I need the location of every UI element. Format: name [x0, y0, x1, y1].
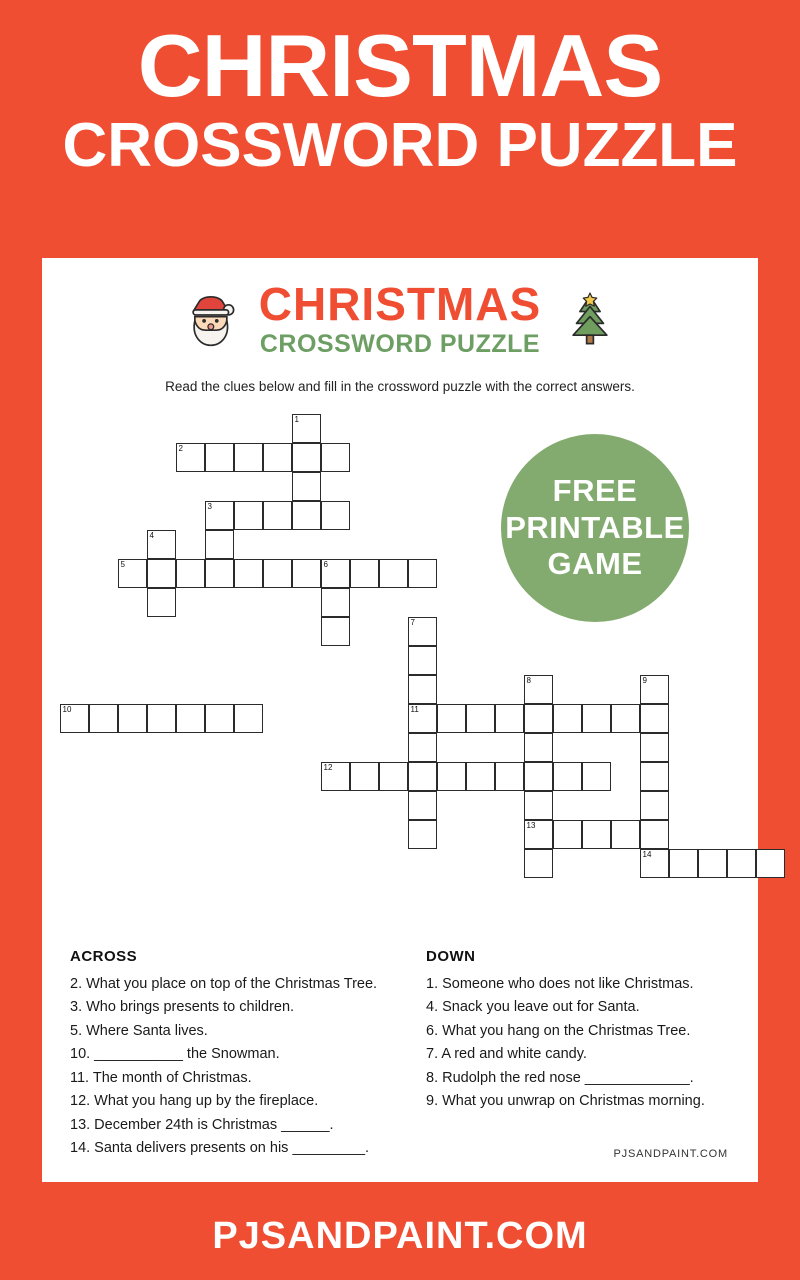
crossword-cell[interactable] [379, 762, 408, 791]
crossword-cell[interactable] [524, 762, 553, 791]
crossword-cell[interactable] [698, 849, 727, 878]
crossword-cell[interactable] [640, 762, 669, 791]
crossword-cell[interactable] [321, 501, 350, 530]
crossword-cell[interactable] [234, 704, 263, 733]
crossword-cell[interactable] [321, 617, 350, 646]
cell-number: 7 [410, 618, 415, 628]
across-clue-item: 14. Santa delivers presents on his _________. [70, 1140, 370, 1157]
down-heading: DOWN [426, 948, 476, 965]
crossword-cell-numbered[interactable] [640, 849, 669, 878]
crossword-cell[interactable] [176, 704, 205, 733]
crossword-cell-numbered[interactable] [640, 675, 669, 704]
worksheet-title: CHRISTMAS [258, 278, 542, 330]
crossword-cell[interactable] [553, 762, 582, 791]
crossword-cell[interactable] [582, 820, 611, 849]
cell-number: 8 [526, 676, 531, 686]
crossword-cell-numbered[interactable] [321, 762, 350, 791]
crossword-cell[interactable] [350, 559, 379, 588]
worksheet-sheet [42, 258, 758, 1182]
crossword-cell[interactable] [205, 559, 234, 588]
crossword-cell[interactable] [408, 762, 437, 791]
crossword-cell-numbered[interactable] [408, 704, 437, 733]
crossword-cell-numbered[interactable] [292, 414, 321, 443]
across-clue-item: 13. December 24th is Christmas ______. [70, 1116, 334, 1133]
cell-number: 9 [642, 676, 647, 686]
worksheet-subtitle: CROSSWORD PUZZLE [259, 330, 541, 359]
crossword-cell[interactable] [524, 791, 553, 820]
crossword-cell[interactable] [147, 704, 176, 733]
crossword-cell-numbered[interactable] [321, 559, 350, 588]
crossword-cell[interactable] [321, 588, 350, 617]
footer-website: PJSANDPAINT.COM [212, 1215, 588, 1257]
down-clue-item: 1. Someone who does not like Christmas. [426, 976, 694, 992]
cell-number: 13 [526, 821, 536, 831]
across-clue-item: 3. Who brings presents to children. [70, 999, 295, 1016]
crossword-cell[interactable] [408, 675, 437, 704]
crossword-cell[interactable] [437, 762, 466, 791]
santa-face-icon [183, 290, 237, 350]
cell-number: 12 [323, 763, 333, 773]
cell-number: 6 [323, 560, 328, 570]
crossword-cell[interactable] [147, 588, 176, 617]
crossword-cell[interactable] [640, 733, 669, 762]
worksheet-header [42, 258, 758, 359]
badge-line3: GAME [547, 546, 643, 582]
cell-number: 3 [207, 502, 212, 512]
banner-title-line2: CROSSWORD PUZZLE [62, 110, 738, 180]
cell-number: 4 [149, 531, 154, 541]
across-clue-item: 10. ___________ the Snowman. [70, 1046, 280, 1063]
free-printable-badge [495, 428, 695, 628]
crossword-cell[interactable] [292, 501, 321, 530]
crossword-cell[interactable] [408, 733, 437, 762]
banner-title-line1: CHRISTMAS [137, 16, 663, 115]
crossword-cell[interactable] [611, 704, 640, 733]
crossword-cell[interactable] [234, 443, 263, 472]
down-column [400, 948, 730, 1161]
crossword-cell[interactable] [408, 820, 437, 849]
crossword-cell-numbered[interactable] [60, 704, 89, 733]
christmas-tree-icon [563, 290, 617, 350]
crossword-cell[interactable] [408, 559, 437, 588]
crossword-cell-numbered[interactable] [176, 443, 205, 472]
crossword-cell[interactable] [292, 559, 321, 588]
crossword-cell-numbered[interactable] [205, 501, 234, 530]
down-clue-item: 9. What you unwrap on Christmas morning. [426, 1093, 705, 1110]
crossword-cell[interactable] [524, 733, 553, 762]
crossword-cell[interactable] [176, 559, 205, 588]
across-clue-item: 11. The month of Christmas. [70, 1069, 252, 1086]
cell-number: 14 [642, 850, 652, 860]
crossword-cell[interactable] [205, 530, 234, 559]
crossword-cell[interactable] [524, 849, 553, 878]
down-clue-item: 6. What you hang on the Christmas Tree. [426, 1022, 691, 1039]
crossword-cell[interactable] [553, 820, 582, 849]
page-banner [0, 0, 800, 180]
cell-number: 1 [294, 415, 299, 425]
crossword-cell[interactable] [640, 820, 669, 849]
instructions-text: Read the clues below and fill in the crossword puzzle with the correct answers. [165, 379, 635, 395]
crossword-cell[interactable] [495, 704, 524, 733]
across-column [70, 948, 400, 1161]
cell-number: 2 [178, 444, 183, 454]
badge-line1: FREE [552, 473, 638, 509]
crossword-cell[interactable] [640, 791, 669, 820]
crossword-cell[interactable] [263, 501, 292, 530]
across-heading: ACROSS [70, 948, 138, 965]
crossword-cell[interactable] [118, 704, 147, 733]
crossword-cell[interactable] [408, 791, 437, 820]
crossword-cell[interactable] [640, 704, 669, 733]
crossword-cell-numbered[interactable] [408, 617, 437, 646]
crossword-cell[interactable] [466, 762, 495, 791]
crossword-cell[interactable] [234, 559, 263, 588]
crossword-cell[interactable] [321, 443, 350, 472]
worksheet-title-block [259, 280, 541, 359]
across-clue-item: 12. What you hang up by the fireplace. [70, 1093, 319, 1110]
crossword-cell[interactable] [669, 849, 698, 878]
badge-line2: PRINTABLE [505, 509, 685, 545]
down-clue-item: 4. Snack you leave out for Santa. [426, 999, 640, 1016]
crossword-cell[interactable] [89, 704, 118, 733]
crossword-cell-numbered[interactable] [524, 820, 553, 849]
crossword-cell[interactable] [495, 762, 524, 791]
crossword-cell-numbered[interactable] [524, 675, 553, 704]
crossword-cell[interactable] [234, 501, 263, 530]
across-clue-item: 2. What you place on top of the Christmas Tree. [70, 976, 378, 992]
crossword-cell[interactable] [756, 849, 785, 878]
down-clue-item: 8. Rudolph the red nose _____________. [426, 1069, 694, 1086]
credit-text: PJSANDPAINT.COM [613, 1148, 728, 1160]
crossword-cell[interactable] [553, 704, 582, 733]
cell-number: 11 [410, 705, 419, 715]
crossword-cell[interactable] [292, 472, 321, 501]
across-clue-item: 5. Where Santa lives. [70, 1022, 208, 1039]
crossword-cell[interactable] [727, 849, 756, 878]
crossword-cell[interactable] [524, 704, 553, 733]
down-clue-item: 7. A red and white candy. [426, 1046, 587, 1063]
crossword-cell[interactable] [466, 704, 495, 733]
clues-section [42, 948, 758, 1161]
crossword-cell[interactable] [292, 443, 321, 472]
crossword-cell[interactable] [263, 559, 292, 588]
crossword-cell[interactable] [582, 762, 611, 791]
crossword-cell[interactable] [205, 704, 234, 733]
crossword-cell[interactable] [350, 762, 379, 791]
crossword-cell[interactable] [263, 443, 292, 472]
crossword-cell[interactable] [205, 443, 234, 472]
crossword-cell[interactable] [379, 559, 408, 588]
cell-number: 5 [120, 560, 125, 570]
crossword-cell-numbered[interactable] [118, 559, 147, 588]
cell-number: 10 [62, 705, 72, 715]
crossword-cell[interactable] [611, 820, 640, 849]
crossword-cell-numbered[interactable] [147, 530, 176, 559]
crossword-cell[interactable] [147, 559, 176, 588]
crossword-cell[interactable] [408, 646, 437, 675]
crossword-cell[interactable] [437, 704, 466, 733]
crossword-cell[interactable] [582, 704, 611, 733]
